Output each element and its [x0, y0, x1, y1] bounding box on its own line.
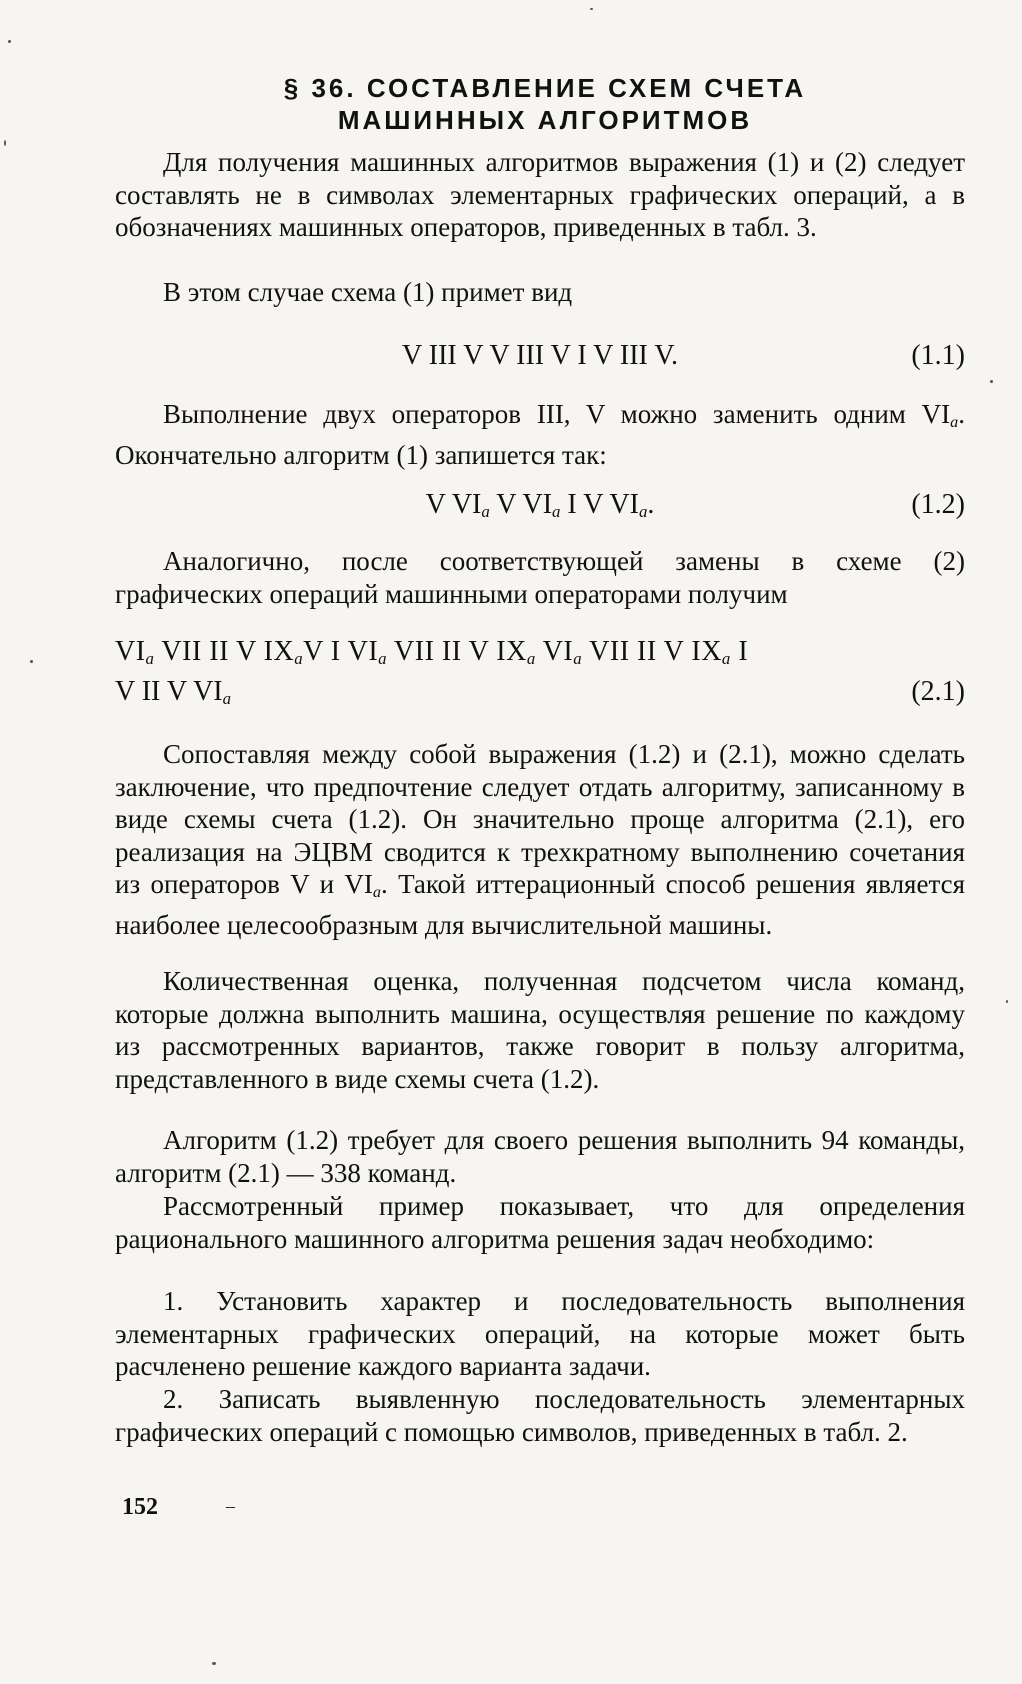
subscript: a — [721, 649, 731, 669]
formula-1-2-expression — [115, 489, 965, 522]
list-item-1: 1. Установить характер и последовательность выполнения элементарных графических операций, на которые может быть расчленено решение каждого варианта задачи. — [115, 1286, 965, 1381]
list-item-2: 2. Записать выявленную последовательность элементарных графических операций с помощью символов, приведенных в табл. 2. — [115, 1384, 965, 1447]
equation-number-1-2: (1.2) — [911, 489, 965, 520]
scan-speck — [212, 1662, 216, 1665]
formula-2-1-tail — [115, 676, 231, 709]
scan-speck — [4, 140, 6, 146]
formula-2-1-line2 — [115, 676, 965, 712]
subscript: a — [573, 649, 583, 669]
subscript: a — [372, 883, 381, 902]
formula-part: VII II V IX — [582, 636, 722, 667]
scan-speck — [1006, 1000, 1008, 1003]
formula-part: VII II V IX — [387, 636, 527, 667]
text-part: . Окончательно алгоритм (1) запишется так: — [115, 399, 965, 470]
paragraph-command-count: Алгоритм (1.2) требует для своего решения выполнить 94 команды, алгоритм (2.1) — 338 команд. — [115, 1125, 965, 1188]
subscript: a — [638, 502, 648, 522]
paragraph-analogy: Аналогично, после соответствующей замены в схеме (2) графических операций машинными операторами получим — [115, 546, 965, 609]
formula-part: VI — [115, 636, 146, 667]
subscript: a — [378, 649, 388, 669]
paragraph-quantitative-estimate: Количественная оценка, полученная подсчетом числа команд, которые должна выполнить машина, осуществляя решение по каждому из рассмотренных вариантов, также говорит в пользу алгоритма, представленного в виде схемы счета (1.2). — [115, 966, 965, 1094]
formula-part: V VI — [489, 489, 553, 520]
formula-part: V VI — [425, 489, 482, 520]
equation-number-2-1: (2.1) — [911, 676, 965, 707]
scan-speck — [590, 8, 593, 10]
formula-2-1-line1 — [115, 636, 965, 669]
scan-speck — [30, 660, 33, 663]
paragraph-conclusion: Рассмотренный пример показывает, что для определения рационального машинного алгоритма решения задач необходимо: — [115, 1191, 965, 1254]
scan-speck — [8, 40, 11, 43]
scan-speck — [990, 380, 993, 383]
paragraph-scheme-intro: В этом случае схема (1) примет вид — [163, 277, 573, 307]
subscript: a — [950, 413, 959, 432]
text-part: Выполнение двух операторов III, V можно заменить одним VI — [163, 399, 951, 429]
subscript: a — [145, 649, 155, 669]
subscript: a — [552, 502, 561, 522]
subscript: a — [294, 649, 304, 669]
subscript: a — [481, 502, 490, 522]
paragraph-operator-replacement — [115, 398, 965, 471]
paragraph-intro: Для получения машинных алгоритмов выражения (1) и (2) следует составлять не в символах элементарных графических операций, а в обозначениях машинных операторов, приведенных в табл. 3. — [115, 147, 965, 242]
equation-number-1-1: (1.1) — [911, 340, 965, 371]
formula-part: I V VI — [560, 489, 639, 520]
subscript: a — [222, 689, 232, 709]
section-heading-line2: МАШИННЫХ АЛГОРИТМОВ — [337, 105, 753, 135]
formula-1-1 — [115, 340, 965, 376]
page-number: 152 — [122, 1494, 158, 1520]
formula-part: V I VI — [303, 636, 379, 667]
text-part: . Такой иттерационный способ решения является наиболее целесообразным для вычислительной машины. — [115, 869, 965, 940]
stray-mark: – — [226, 1496, 235, 1516]
formula-part: . — [647, 489, 655, 520]
formula-part: VI — [535, 636, 574, 667]
formula-part: I — [730, 636, 749, 667]
text-part: Сопоставляя между собой выражения (1.2) и (2.1), можно сделать заключение, что предпочтение следует отдать алгоритму, записанному в виде схемы счета (1.2). Он значительно проще алгоритма (2.1), его реализация на ЭЦВМ сводится к трехкратному выполнению сочетания из операторов V и VI — [115, 739, 965, 899]
formula-part: V II V VI — [115, 676, 223, 707]
subscript: a — [526, 649, 536, 669]
formula-1-2 — [115, 489, 965, 525]
formula-1-1-expression: V III V V III V I V III V. — [402, 340, 678, 371]
paragraph-comparison — [115, 738, 965, 941]
formula-part: VII II V IX — [154, 636, 295, 667]
section-heading-line1: § 36. СОСТАВЛЕНИЕ СХЕМ СЧЕТА — [283, 73, 807, 103]
